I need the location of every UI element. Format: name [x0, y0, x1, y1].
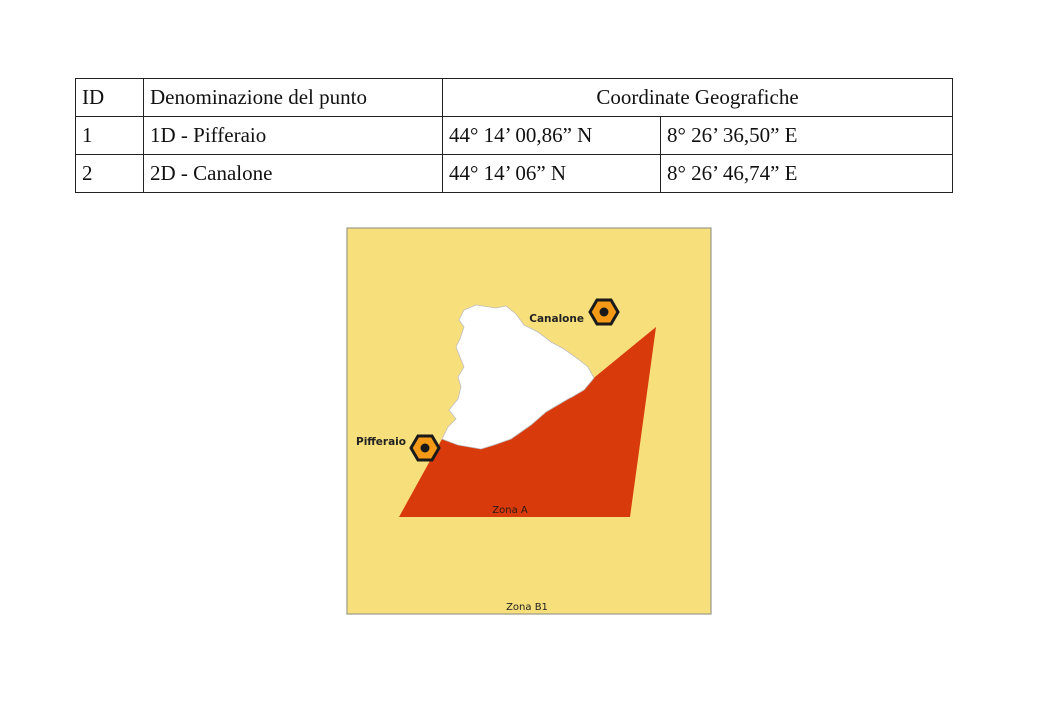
- table-row: [76, 117, 953, 155]
- zona-b1-label: Zona B1: [506, 602, 548, 613]
- canalone-dot-icon: [600, 308, 609, 317]
- row-2-name: 2D - Canalone: [144, 155, 443, 193]
- row-2-latitude: 44° 14’ 06” N: [443, 155, 661, 193]
- pifferaio-label: Pifferaio: [356, 436, 406, 448]
- row-1-name: 1D - Pifferaio: [144, 117, 443, 155]
- zone-map: [346, 227, 712, 615]
- pifferaio-dot-icon: [421, 444, 430, 453]
- table-header-row: [76, 79, 953, 117]
- canalone-label: Canalone: [529, 313, 584, 325]
- row-1-latitude: 44° 14’ 00,86” N: [443, 117, 661, 155]
- table-row: [76, 155, 953, 193]
- zona-a-label: Zona A: [492, 505, 528, 516]
- pifferaio-marker: [411, 436, 439, 460]
- header-point-name: Denominazione del punto: [144, 79, 443, 117]
- header-coordinates: Coordinate Geografiche: [443, 79, 953, 117]
- row-1-id: 1: [76, 117, 144, 155]
- header-id: ID: [76, 79, 144, 117]
- row-1-longitude: 8° 26’ 36,50” E: [661, 117, 953, 155]
- canalone-marker: [590, 300, 618, 324]
- coordinates-table: [75, 78, 953, 193]
- row-2-longitude: 8° 26’ 46,74” E: [661, 155, 953, 193]
- row-2-id: 2: [76, 155, 144, 193]
